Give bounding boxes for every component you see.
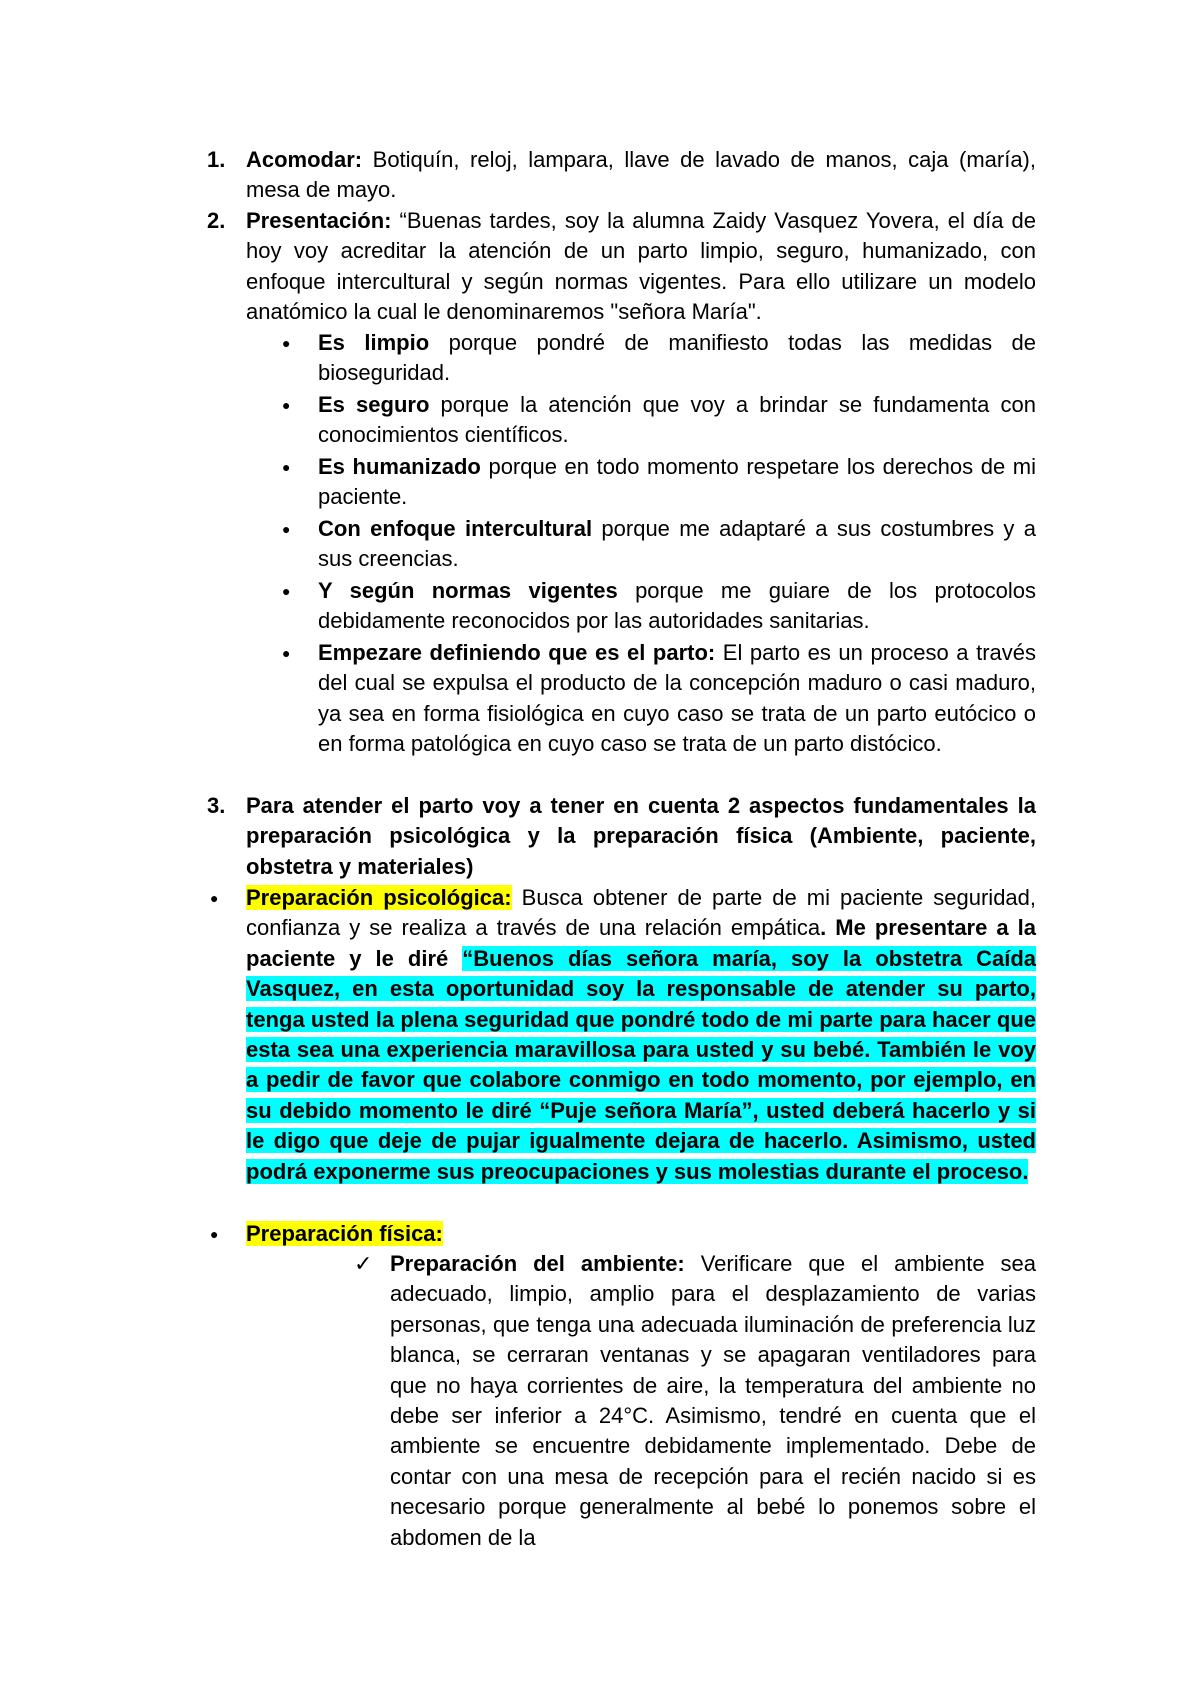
section-text: Busca obtener de parte de mi paciente seguridad, confianza y se realiza a través de una relación empática (246, 885, 1037, 941)
sub-label: Preparación del ambiente: (390, 1251, 685, 1276)
item-text: “Buenas tardes, soy la alumna Zaidy Vasquez Yovera, el día de hoy voy acreditar la atención de un parto limpio, seguro, humanizado, con enfoque intercultural y según normas vigentes. Para ello utilizare un modelo anatómico la cual le denominaremos "señora María". (246, 208, 1036, 325)
bullet-text: El parto es un proceso a través del cual se expulsa el producto de la concepción maduro o casi maduro, ya sea en forma fisiológica en cuyo caso se trata de un parto eutócico o en forma patológica en cuyo caso se trata de un parto distócico. (318, 640, 1036, 757)
item-acomodar (246, 145, 1036, 206)
list-number: 3. (207, 793, 226, 818)
list-item (318, 576, 1036, 637)
item-label: Acomodar: (246, 147, 363, 172)
period: . (820, 915, 827, 941)
preparacion-psicologica (246, 883, 1036, 1187)
list-item (318, 328, 1036, 389)
list-number: 1. (207, 147, 226, 172)
section-label: Preparación psicológica: (246, 885, 512, 910)
checkmark-icon: ✓ (354, 1251, 373, 1276)
item-label: Presentación: (246, 208, 392, 233)
sub-text: Verificare que el ambiente sea adecuado, limpio, amplio para el desplazamiento de varias personas, que tenga una adecuada iluminación de preferencia luz blanca, se cerraran ventanas y se apagaran ventiladores para que no haya corrientes de aire, la temperatura del ambiente no debe ser inferior a 24°C. Asimismo, tendré en cuenta que el ambiente se encuentre debidamente implementado. Debe de contar con una mesa de recepción para el recién nacido si es necesario porque generalmente al bebé lo ponemos sobre el abdomen de la (390, 1251, 1036, 1550)
bullet-text: porque pondré de manifiesto todas las medidas de bioseguridad. (318, 330, 1037, 386)
list-item (318, 514, 1036, 575)
bullet-text: porque me guiare de los protocolos debidamente reconocidos por las autoridades sanitarias. (318, 578, 1036, 634)
preparacion-ambiente (390, 1249, 1036, 1553)
bullet-icon: ● (210, 1226, 219, 1242)
bullet-icon: ● (282, 397, 291, 413)
list-number: 2. (207, 208, 226, 233)
highlighted-quote: “Buenos días señora maría, soy la obstetra Caída Vasquez, en esta oportunidad soy la responsable de atender su parto, tenga usted la plena seguridad que pondré todo de mi parte para hacer que esta sea una experiencia maravillosa para usted y su bebé. También le voy a pedir de favor que colabore conmigo en todo momento, por ejemplo, en su debido momento le diré “Puje señora María”, usted deberá hacerlo y si le digo que deje de pujar igualmente dejara de hacerlo. Asimismo, usted podrá exponerme sus preocupaciones y sus molestias durante el proceso. (246, 945, 1036, 1184)
bullet-text: porque la atención que voy a brindar se fundamenta con conocimientos científicos. (318, 392, 1036, 448)
bullet-icon: ● (282, 459, 291, 475)
list-item (318, 638, 1036, 760)
bullet-label: Y según normas vigentes (318, 578, 618, 603)
bullet-label: Es seguro (318, 392, 430, 417)
item-aspectos: Para atender el parto voy a tener en cuenta 2 aspectos fundamentales la preparación psicológica y la preparación física (Ambiente, paciente, obstetra y materiales) (246, 793, 1036, 879)
list-item (318, 390, 1036, 451)
bullet-icon: ● (282, 335, 291, 351)
bullet-label: Es humanizado (318, 454, 481, 479)
section-label: Preparación física: (246, 1221, 443, 1246)
bullet-icon: ● (210, 890, 219, 906)
intro-text: Me presentare a la paciente y le diré (246, 915, 1036, 971)
bullet-icon: ● (282, 645, 291, 661)
list-item (318, 452, 1036, 513)
bullet-text: porque en todo momento respetare los derechos de mi paciente. (318, 454, 1037, 510)
bullet-text: porque me adaptaré a sus costumbres y a sus creencias. (318, 516, 1036, 572)
item-presentacion (246, 206, 1036, 328)
bullet-label: Empezare definiendo que es el parto: (318, 640, 716, 665)
item-text: Botiquín, reloj, lampara, llave de lavado de manos, caja (maría), mesa de mayo. (246, 147, 1036, 203)
bullet-icon: ● (282, 521, 291, 537)
bullet-label: Con enfoque intercultural (318, 516, 593, 541)
bullet-icon: ● (282, 583, 291, 599)
preparacion-fisica (246, 1219, 1036, 1249)
bullet-label: Es limpio (318, 330, 430, 355)
